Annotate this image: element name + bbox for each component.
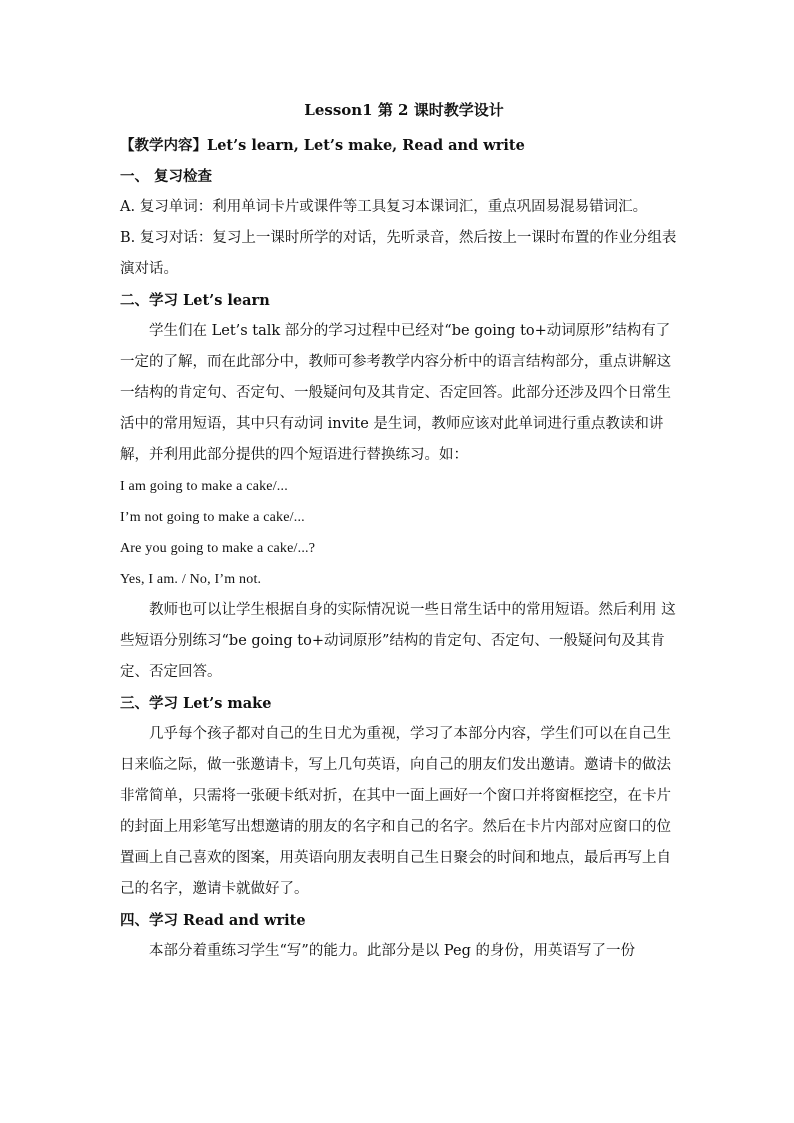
- example-sentence-3: Are you going to make a cake/...?: [120, 541, 316, 556]
- example-sentence-1: I am going to make a cake/...: [120, 479, 288, 494]
- section-1-item-b: B. 复习对话：复习上一课时所学的对话，先听录音，然后按上一课时布置的作业分组表演对话。: [120, 230, 677, 277]
- content-header: 【教学内容】Let’s learn, Let’s make, Read and write: [120, 137, 525, 154]
- section-1-heading: 一、 复习检查: [120, 168, 213, 185]
- section-2-paragraph-1: 学生们在 Let’s talk 部分的学习过程中已经对“be going to+动词原形”结构有了一定的了解，而在此部分中，教师可参考教学内容分析中的语言结构部分，重点讲解这一结构的肯定句、否定句、一般疑问句及其肯定、否定回答。此部分还涉及四个日常生活中的常用短语，其中只有动词 invite 是生词，教师应该对此单词进行重点教读和讲解，并利用此部分提供的四个短语进行替换练习。如：: [120, 323, 671, 463]
- section-4-paragraph: 本部分着重练习学生“写”的能力。此部分是以 Peg 的身份，用英语写了一份: [149, 943, 636, 959]
- page-title: Lesson1 第 2 课时教学设计: [304, 101, 504, 119]
- section-4-heading: 四、学习 Read and write: [120, 912, 306, 929]
- document-body: [120, 100, 680, 967]
- example-sentence-2: I’m not going to make a cake/...: [120, 510, 305, 525]
- section-3-heading: 三、学习 Let’s make: [120, 695, 272, 712]
- section-3-paragraph: 几乎每个孩子都对自己的生日尤为重视，学习了本部分内容，学生们可以在自己生日来临之际，做一张邀请卡，写上几句英语，向自己的朋友们发出邀请。邀请卡的做法非常简单，只需将一张硬卡纸对折，在其中一面上画好一个窗口并将窗框挖空，在卡片的封面上用彩笔写出想邀请的朋友的名字和自己的名字。然后在卡片内部对应窗口的位置画上自己喜欢的图案，用英语向朋友表明自己生日聚会的时间和地点，最后再写上自己的名字，邀请卡就做好了。: [120, 726, 671, 897]
- section-2-heading: 二、学习 Let’s learn: [120, 292, 270, 309]
- section-2-paragraph-2: 教师也可以让学生根据自身的实际情况说一些日常生话中的常用短语。然后利用 这些短语分别练习“be going to+动词原形”结构的肯定句、否定句、一般疑问句及其肯定、否定回答。: [120, 602, 676, 680]
- example-sentence-4: Yes, I am. / No, I’m not.: [120, 572, 262, 587]
- section-1-item-a: A. 复习单词：利用单词卡片或课件等工具复习本课词汇，重点巩固易混易错词汇。: [120, 199, 648, 215]
